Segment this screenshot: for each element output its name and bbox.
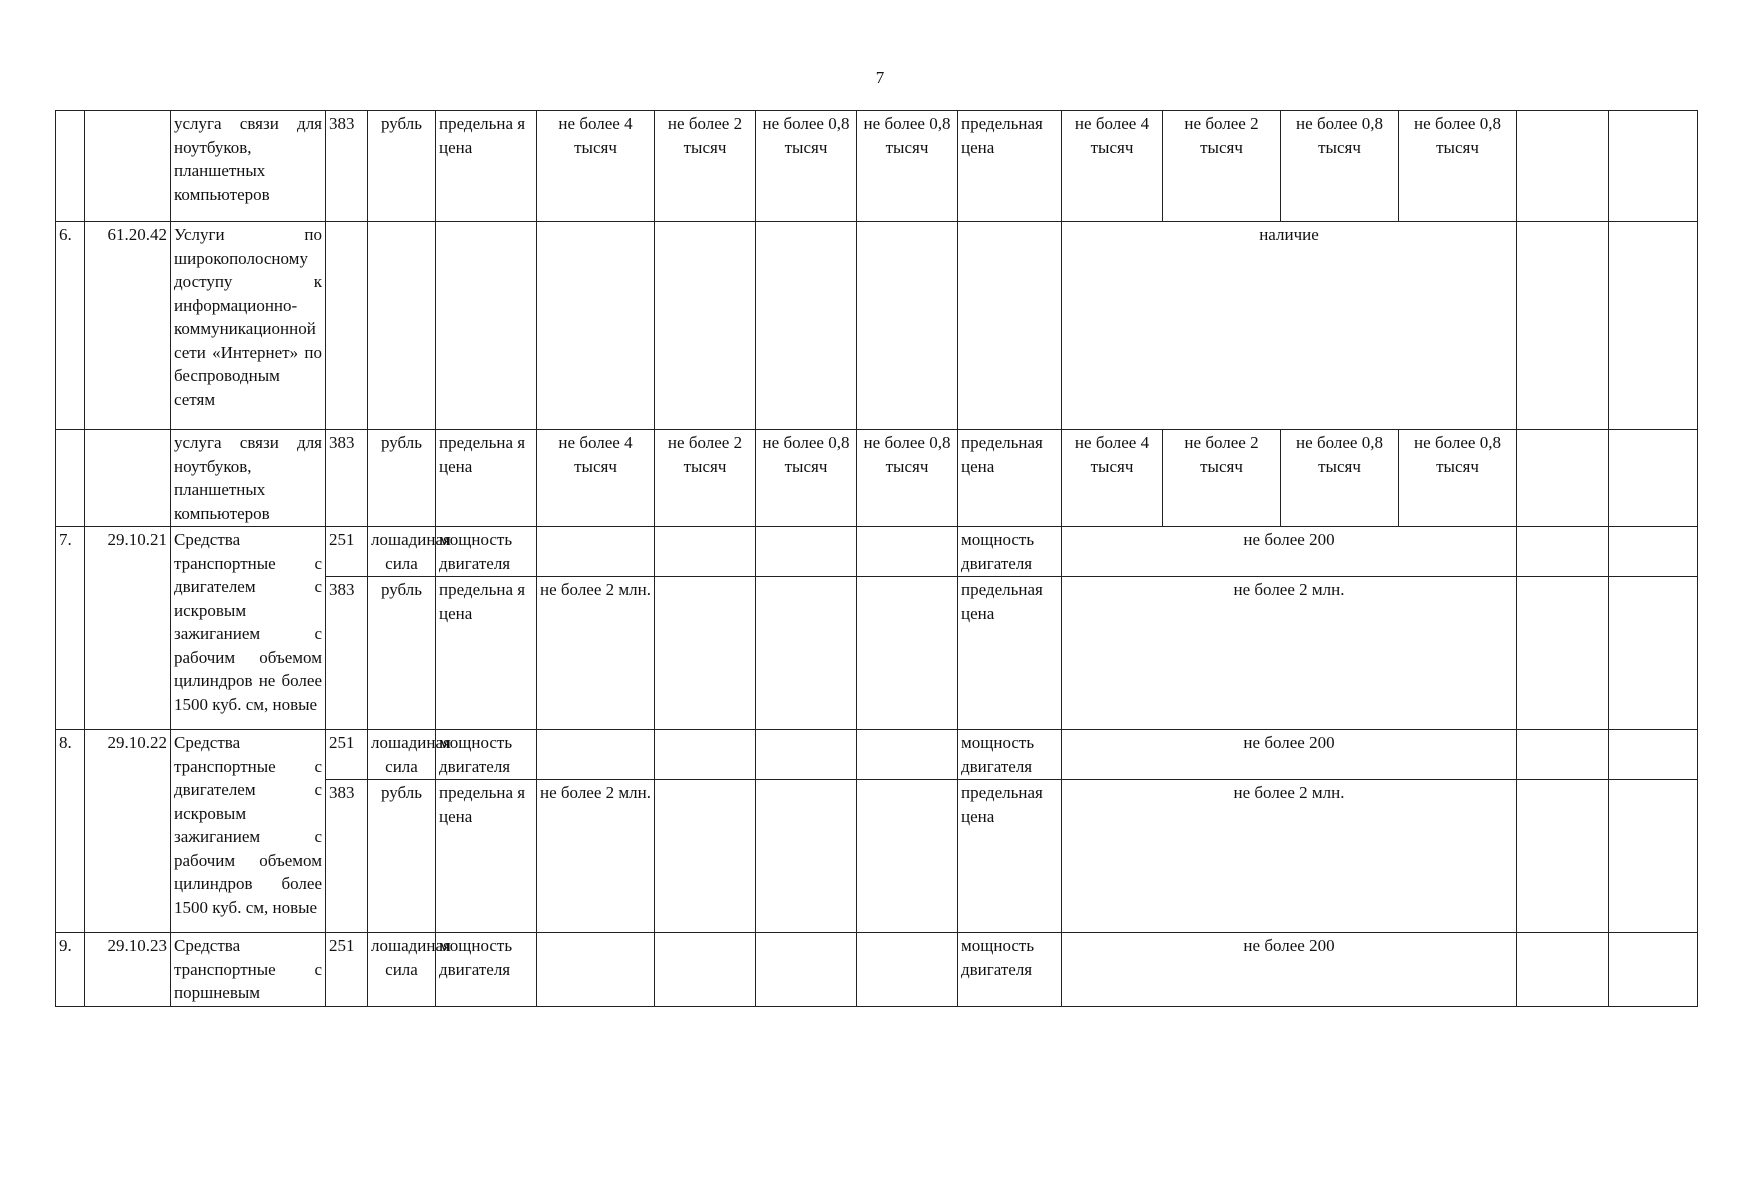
- value-cell: не более 200: [1062, 527, 1517, 577]
- characteristic: мощность двигателя: [436, 730, 537, 780]
- unit-code: 251: [326, 730, 368, 780]
- unit-name: лошадиная сила: [368, 730, 436, 780]
- unit-name: рубль: [368, 577, 436, 730]
- row-number: 9.: [56, 933, 85, 1007]
- characteristic: предельна я цена: [436, 111, 537, 222]
- characteristic: предельна я цена: [436, 577, 537, 730]
- unit-code: 383: [326, 430, 368, 527]
- unit-name: лошадиная сила: [368, 933, 436, 1007]
- value-cell: не более 2 тысяч: [1163, 111, 1281, 222]
- table-row: [56, 730, 1698, 780]
- unit-name: лошадиная сила: [368, 527, 436, 577]
- value-cell: не более 2 млн.: [537, 780, 655, 933]
- unit-code: 383: [326, 780, 368, 933]
- unit-code: 251: [326, 527, 368, 577]
- value-cell: не более 0,8 тысяч: [1399, 430, 1517, 527]
- value-cell: не более 0,8 тысяч: [857, 430, 958, 527]
- table-row: [56, 527, 1698, 577]
- characteristic: мощность двигателя: [436, 527, 537, 577]
- item-name: Средства транспортные с двигателем с искровым зажиганием с рабочим объемом цилиндров более 1500 куб. см, новые: [171, 730, 326, 933]
- value-cell: не более 0,8 тысяч: [756, 430, 857, 527]
- table-row: [56, 222, 1698, 430]
- item-name: Средства транспортные с двигателем с искровым зажиганием с рабочим объемом цилиндров не более 1500 куб. см, новые: [171, 527, 326, 730]
- item-name: Услуги по широкополосному доступу к информационно-коммуникационной сети «Интернет» по беспроводным сетям: [171, 222, 326, 430]
- page-number: 7: [875, 68, 885, 87]
- requirements-table: [55, 110, 1698, 1007]
- okpd-code: 29.10.23: [85, 933, 171, 1007]
- value-cell: не более 0,8 тысяч: [1281, 430, 1399, 527]
- item-name: услуга связи для ноутбуков, планшетных компьютеров: [171, 111, 326, 222]
- characteristic: мощность двигателя: [436, 933, 537, 1007]
- okpd-code: 61.20.42: [85, 222, 171, 430]
- unit-code: 383: [326, 577, 368, 730]
- okpd-code: 29.10.21: [85, 527, 171, 730]
- value-cell: не более 2 тысяч: [655, 430, 756, 527]
- value-cell: не более 0,8 тысяч: [857, 111, 958, 222]
- value-cell: не более 2 тысяч: [655, 111, 756, 222]
- unit-code: 383: [326, 111, 368, 222]
- characteristic: предельная цена: [958, 577, 1062, 730]
- value-cell: не более 0,8 тысяч: [1399, 111, 1517, 222]
- characteristic: мощность двигателя: [958, 527, 1062, 577]
- value-cell: не более 4 тысяч: [537, 111, 655, 222]
- value-cell: не более 0,8 тысяч: [1281, 111, 1399, 222]
- value-cell: не более 4 тысяч: [1062, 430, 1163, 527]
- characteristic: предельная цена: [958, 780, 1062, 933]
- table-row: [56, 430, 1698, 527]
- table-row: [56, 111, 1698, 222]
- row-number: 6.: [56, 222, 85, 430]
- value-cell: не более 2 млн.: [1062, 780, 1517, 933]
- value-cell: не более 200: [1062, 933, 1517, 1007]
- row-number: 7.: [56, 527, 85, 730]
- value-cell: не более 4 тысяч: [537, 430, 655, 527]
- table-row: [56, 933, 1698, 1007]
- characteristic: предельна я цена: [436, 780, 537, 933]
- unit-code: 251: [326, 933, 368, 1007]
- value-cell: не более 4 тысяч: [1062, 111, 1163, 222]
- unit-name: рубль: [368, 430, 436, 527]
- characteristic: предельная цена: [958, 111, 1062, 222]
- value-cell: не более 2 тысяч: [1163, 430, 1281, 527]
- unit-name: рубль: [368, 111, 436, 222]
- characteristic: мощность двигателя: [958, 730, 1062, 780]
- value-cell: не более 2 млн.: [537, 577, 655, 730]
- value-cell: не более 0,8 тысяч: [756, 111, 857, 222]
- value-cell: наличие: [1062, 222, 1517, 430]
- characteristic: предельная цена: [958, 430, 1062, 527]
- okpd-code: 29.10.22: [85, 730, 171, 933]
- item-name: Средства транспортные с поршневым: [171, 933, 326, 1007]
- item-name: услуга связи для ноутбуков, планшетных компьютеров: [171, 430, 326, 527]
- characteristic: мощность двигателя: [958, 933, 1062, 1007]
- characteristic: предельна я цена: [436, 430, 537, 527]
- value-cell: не более 2 млн.: [1062, 577, 1517, 730]
- unit-name: рубль: [368, 780, 436, 933]
- value-cell: не более 200: [1062, 730, 1517, 780]
- row-number: 8.: [56, 730, 85, 933]
